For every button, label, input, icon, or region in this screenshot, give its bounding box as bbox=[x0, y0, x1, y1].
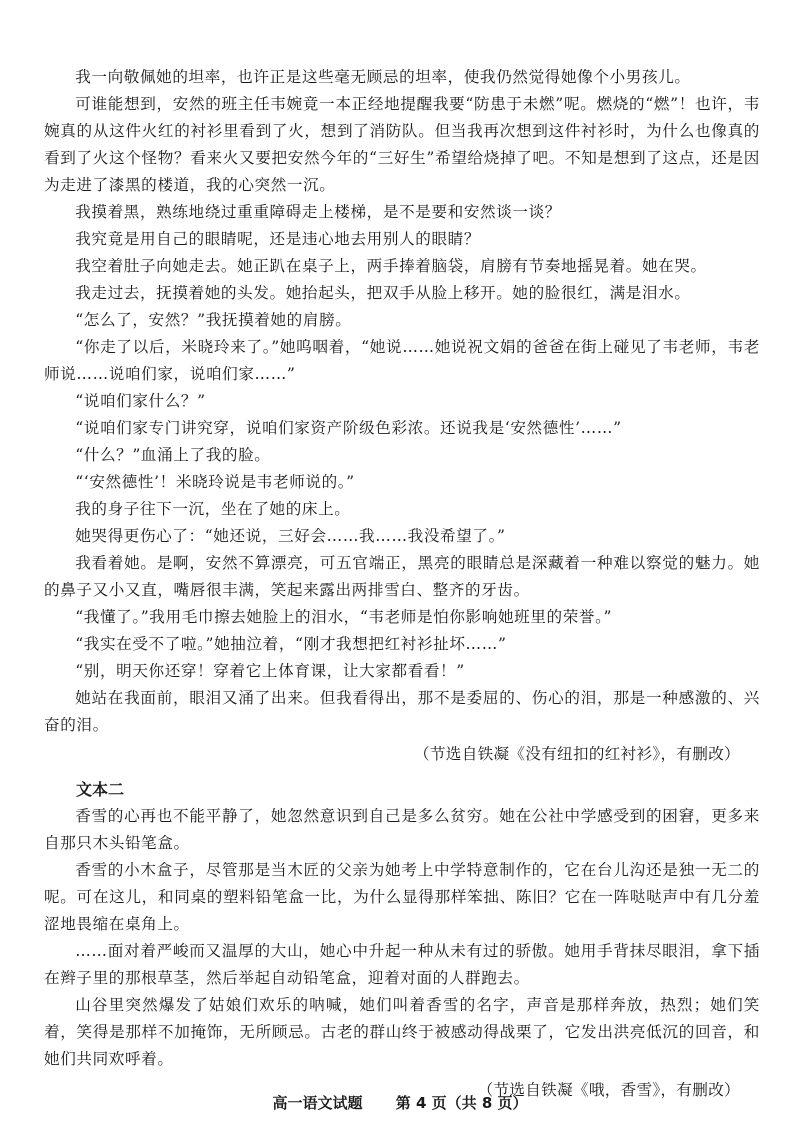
paragraph: “说咱们家专门讲究穿，说咱们家资产阶级色彩浓。还说我是‘安然德性’……” bbox=[75, 419, 622, 437]
paragraph: 我走过去，抚摸着她的头发。她抬起头，把双手从脸上移开。她的脸很红，满是泪水。 bbox=[75, 284, 691, 302]
source-citation: （节选自铁凝《哦，香雪》，有删改） bbox=[477, 1081, 740, 1099]
paragraph: “我实在受不了啦。”她抽泣着，“刚才我想把红衬衫扯坏……” bbox=[75, 635, 507, 653]
paragraph: 她哭得更伤心了：“她还说，三好会……我……我没希望了。” bbox=[75, 527, 506, 545]
paragraph: “什么？”血涌上了我的脸。 bbox=[75, 446, 271, 464]
text1-section bbox=[44, 64, 760, 768]
paragraph: 可谁能想到，安然的班主任韦婉竟一本正经地提醒我要“防患于未燃”呢。燃烧的“燃”！也许，韦婉真的从这件火红的衬衫里看到了火，想到了消防队。但当我再次想到这件衬衫时，为什么也像真的看到了火这个怪物？看来火又要把安然今年的“三好生”希望给烧掉了吧。不知是想到了这点，还是因为走进了漆黑的楼道，我的心突然一沉。 bbox=[44, 95, 760, 194]
page-number: 第 4 页（共 8 页） bbox=[395, 1094, 528, 1112]
paragraph: 我摸着黑，熟练地绕过重重障碍走上楼梯，是不是要和安然谈一谈？ bbox=[75, 203, 562, 221]
paragraph: “别，明天你还穿！穿着它上体育课，让大家都看看！” bbox=[75, 662, 465, 680]
paragraph: “说咱们家什么？” bbox=[75, 392, 206, 410]
paragraph: ……面对着严峻而又温厚的大山，她心中升起一种从未有过的骄傲。她用手背抹尽眼泪，拿下插在辫子里的那根草茎，然后举起自动铅笔盒，迎着对面的人群跑去。 bbox=[44, 942, 760, 987]
paragraph: “‘安然德性’！米晓玲说是韦老师说的。” bbox=[75, 473, 355, 491]
section-heading: 文本二 bbox=[76, 780, 125, 799]
paragraph: 她站在我面前，眼泪又涌了出来。但我看得出，那不是委屈的、伤心的泪，那是一种感激的、兴奋的泪。 bbox=[44, 689, 760, 734]
paragraph: 山谷里突然爆发了姑娘们欢乐的呐喊，她们叫着香雪的名字，声音是那样奔放，热烈；她们笑着，笑得是那样不加掩饰，无所顾忌。古老的群山终于被感动得战栗了，它发出洪亮低沉的回音，和她们共同欢呼着。 bbox=[44, 996, 760, 1068]
paragraph: 我的身子往下一沉，坐在了她的床上。 bbox=[75, 500, 351, 518]
paragraph: 我空着肚子向她走去。她正趴在桌子上，两手捧着脑袋，肩膀有节奏地摇晃着。她在哭。 bbox=[75, 257, 707, 275]
paragraph: “你走了以后，米晓玲来了。”她呜咽着，“她说……她说祝文娟的爸爸在街上碰见了韦老师，韦老师说……说咱们家，说咱们家……” bbox=[44, 338, 760, 383]
paragraph: 我究竟是用自己的眼睛呢，还是违心地去用别人的眼睛？ bbox=[75, 230, 481, 248]
paragraph: “怎么了，安然？”我抚摸着她的肩膀。 bbox=[75, 311, 352, 329]
source-citation: （节选自铁凝《没有纽扣的红衬衫》，有删改） bbox=[414, 745, 740, 763]
page-content bbox=[44, 64, 760, 1104]
paragraph: “我懂了。”我用毛巾擦去她脸上的泪水，“韦老师是怕你影响她班里的荣誉。” bbox=[75, 608, 613, 626]
paragraph: 香雪的心再也不能平静了，她忽然意识到自己是多么贫穷。她在公社中学感受到的困窘，更多来自那只木头铅笔盒。 bbox=[44, 807, 760, 852]
paragraph: 我一向敬佩她的坦率，也许正是这些毫无顾忌的坦率，使我仍然觉得她像个小男孩儿。 bbox=[75, 68, 691, 86]
paragraph: 我看着她。是啊，安然不算漂亮，可五官端正，黑亮的眼睛总是深藏着一种难以察觉的魅力。她的鼻子又小又直，嘴唇很丰满，笑起来露出两排雪白、整齐的牙齿。 bbox=[44, 554, 760, 599]
text2-section bbox=[44, 776, 760, 1104]
exam-title: 高一语文试题 bbox=[272, 1094, 363, 1112]
paragraph: 香雪的小木盒子，尽管那是当木匠的父亲为她考上中学特意制作的，它在台儿沟还是独一无二的呢。可在这儿，和同桌的塑料铅笔盒一比，为什么显得那样笨拙、陈旧？它在一阵哒哒声中有几分羞涩地畏缩在桌角上。 bbox=[44, 861, 760, 933]
page-footer bbox=[0, 1092, 800, 1113]
